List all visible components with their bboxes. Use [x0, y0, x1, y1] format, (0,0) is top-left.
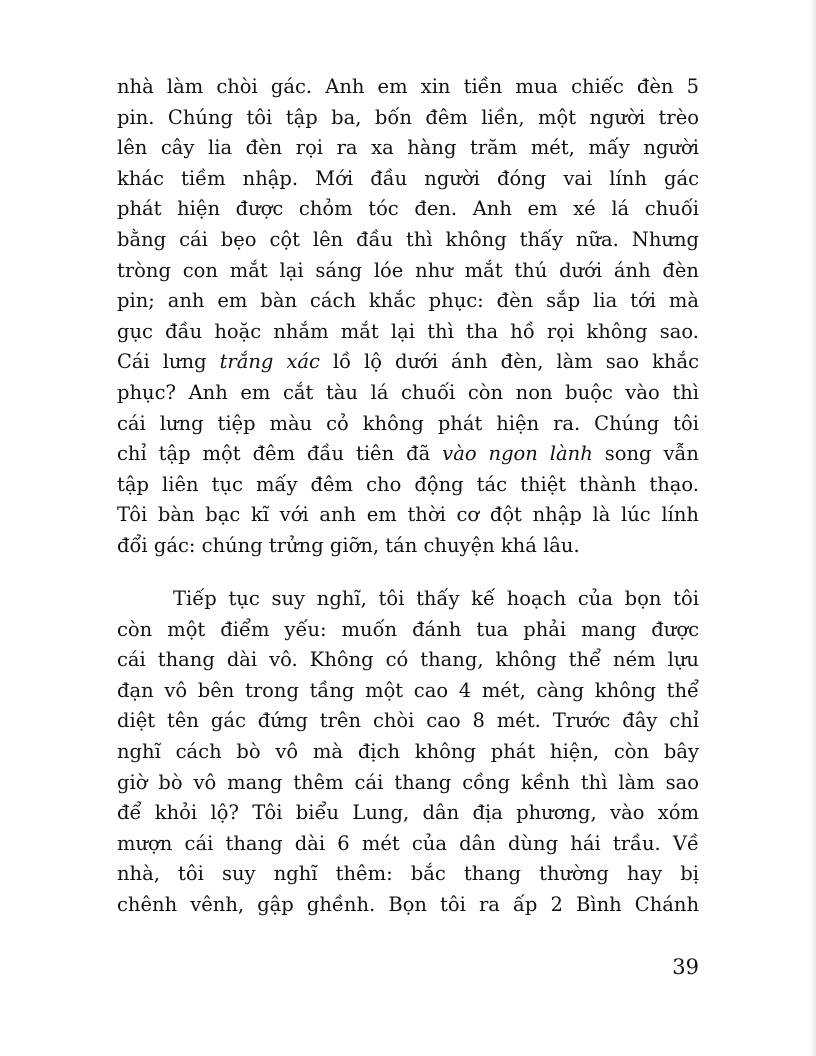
text-line: pin. Chúng tôi tập ba, bốn đêm liền, một người trèo	[117, 105, 699, 129]
text-fragment: song vẫn	[592, 442, 699, 466]
text-line: nhà, tôi suy nghĩ thêm: bắc thang thường hay bị	[117, 862, 699, 886]
text-line: tròng con mắt lại sáng lóe như mắt thú dưới ánh đèn	[117, 258, 699, 282]
text-line: cái thang dài vô. Không có thang, không thể ném lựu	[117, 648, 699, 672]
text-line	[117, 439, 699, 470]
text-line: còn một điểm yếu: muốn đánh tua phải mang được	[117, 617, 699, 641]
italic-phrase: vào ngon lành	[442, 442, 593, 466]
text-line: gục đầu hoặc nhắm mắt lại thì tha hồ rọi không sao.	[117, 319, 699, 343]
text-line: Tiếp tục suy nghĩ, tôi thấy kế hoạch của bọn tôi	[173, 587, 699, 610]
text-line: tập liên tục mấy đêm cho động tác thiệt thành thạo.	[117, 472, 699, 496]
text-line: mượn cái thang dài 6 mét của dân dùng hái trầu. Về	[117, 831, 699, 855]
text-line: chênh vênh, gập ghềnh. Bọn tôi ra ấp 2 Bình Chánh	[117, 892, 699, 916]
text-line: lên cây lia đèn rọi ra xa hàng trăm mét, mấy người	[117, 136, 699, 160]
text-fragment: Cái lưng	[117, 350, 220, 374]
text-line: bằng cái bẹo cột lên đầu thì không thấy nữa. Nhưng	[117, 227, 699, 251]
text-line: nhà làm chòi gác. Anh em xin tiền mua chiếc đèn 5	[117, 75, 699, 98]
page-number: 39	[672, 955, 699, 979]
text-fragment: chỉ tập một đêm đầu tiên đã	[117, 442, 443, 466]
text-line: giờ bò vô mang thêm cái thang cồng kềnh thì làm sao	[117, 770, 699, 794]
text-line: phát hiện được chỏm tóc đen. Anh em xé lá chuối	[117, 197, 699, 221]
text-line: khác tiềm nhập. Mới đầu người đóng vai lính gác	[117, 166, 699, 190]
text-line: cái lưng tiệp màu cỏ không phát hiện ra. Chúng tôi	[117, 411, 699, 435]
text-line: pin; anh em bàn cách khắc phục: đèn sắp lia tới mà	[117, 289, 699, 313]
text-line: phục? Anh em cắt tàu lá chuối còn non buộc vào thì	[117, 380, 699, 404]
paragraph-2	[117, 584, 699, 921]
text-line: đổi gác: chúng trửng giỡn, tán chuyện khá lâu.	[117, 533, 580, 557]
text-line: Tôi bàn bạc kĩ với anh em thời cơ đột nhập là lúc lính	[117, 503, 699, 527]
text-line: diệt tên gác đứng trên chòi cao 8 mét. Trước đây chỉ	[117, 709, 699, 733]
text-line: để khỏi lộ? Tôi biểu Lung, dân địa phương, vào xóm	[117, 801, 699, 825]
text-line: nghĩ cách bò vô mà địch không phát hiện, còn bây	[117, 739, 699, 763]
italic-phrase: trắng xác	[219, 350, 320, 374]
text-fragment: lồ lộ dưới ánh đèn, làm sao khắc	[319, 350, 699, 374]
paragraph-1	[117, 72, 699, 562]
text-line: đạn vô bên trong tầng một cao 4 mét, càng không thể	[117, 678, 699, 702]
scan-edge-shadow	[810, 0, 816, 1056]
text-line	[117, 347, 699, 378]
